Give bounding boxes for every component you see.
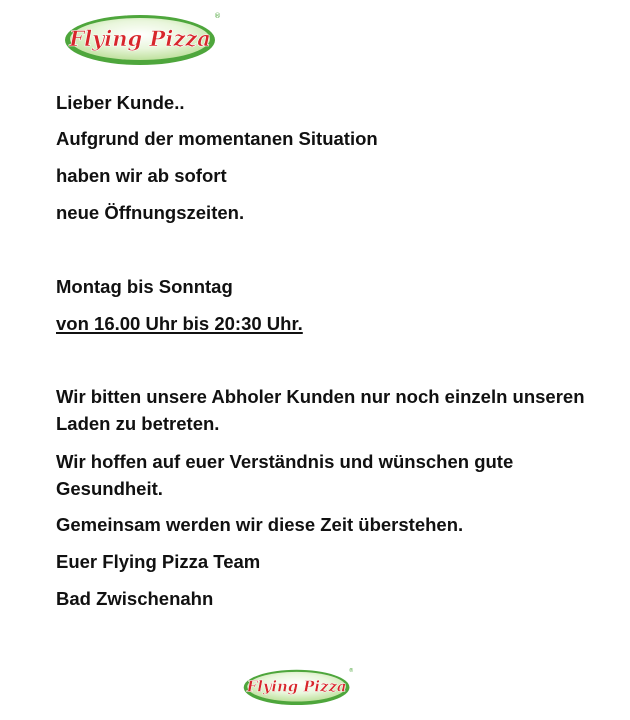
paragraph-pickup: Wir bitten unsere Abholer Kunden nur noch einzeln unseren Laden zu betreten. — [56, 386, 585, 434]
registered-mark: ® — [348, 667, 354, 674]
registered-mark: ® — [214, 12, 221, 20]
flying-pizza-logo-bottom — [243, 665, 353, 707]
greeting: Lieber Kunde.. — [56, 92, 185, 113]
paragraph-understanding: Wir hoffen auf euer Verständnis und wünschen gute Gesundheit. — [56, 451, 514, 499]
flying-pizza-logo-top — [64, 9, 220, 67]
flying-pizza-logo-icon — [243, 665, 353, 707]
location: Bad Zwischenahn — [56, 588, 214, 609]
opening-hours: von 16.00 Uhr bis 20:30 Uhr. — [56, 313, 303, 334]
logo-brand-text: Flying Pizza — [69, 26, 211, 51]
text-line-3: neue Öffnungszeiten. — [56, 202, 245, 223]
together-line: Gemeinsam werden wir diese Zeit überstehen. — [56, 514, 464, 535]
signature: Euer Flying Pizza Team — [56, 551, 261, 572]
text-line-2: haben wir ab sofort — [56, 165, 227, 186]
flying-pizza-logo-icon — [64, 9, 220, 67]
logo-brand-text: Flying Pizza — [246, 678, 347, 696]
text-line-1: Aufgrund der momentanen Situation — [56, 128, 378, 149]
opening-days: Montag bis Sonntag — [56, 276, 233, 297]
